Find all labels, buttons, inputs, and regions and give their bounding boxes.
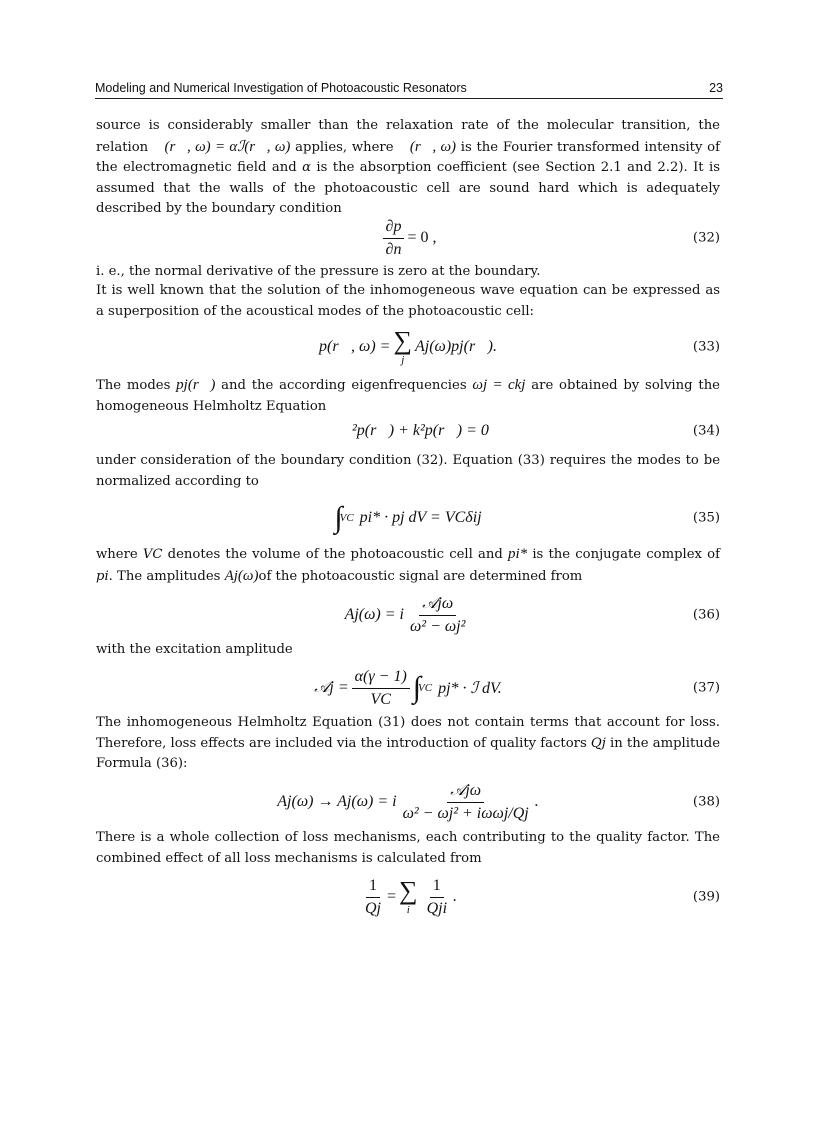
inline-math: Aj(ω) [224, 567, 259, 584]
running-title: Modeling and Numerical Investigation of Photoacoustic Resonators [95, 81, 467, 95]
paragraph-8: The inhomogeneous Helmholtz Equation (31) does not contain terms that account for loss. Therefore, loss effects are included via the introduction of quality factors Qj in the amplitude Formula (36): [96, 715, 720, 771]
equation-33: p(r⃗, ω) = ∑ j Aj(ω)pj(r⃗). (33) [319, 326, 720, 366]
inline-math: pi* [507, 546, 528, 562]
running-header [95, 81, 723, 99]
paragraph-3: It is well known that the solution of the inhomogeneous wave equation can be expressed as a superposition of the acoustical modes of the photoacoustic cell: [96, 283, 720, 319]
paragraph-2: i. e., the normal derivative of the pressure is zero at the boundary. [96, 264, 541, 279]
page-number: 23 [709, 81, 723, 95]
equation-number: (33) [692, 339, 720, 355]
paragraph-6: where VC denotes the volume of the photoacoustic cell and pi* is the conjugate complex of pi. The amplitudes Aj(ω)of the photoacoustic signal are determined from [96, 546, 720, 584]
equation-34: ∇⃗²p(r⃗) + k²p(r⃗) = 0 (34) [327, 422, 720, 439]
equation-35: ∫ VC pi* · pj dV = VCδij (35) [334, 501, 720, 534]
paragraph-7: with the excitation amplitude [96, 642, 293, 657]
inline-math: ℐ(r⃗, ω) [398, 138, 457, 155]
equation-number: (35) [692, 510, 720, 526]
equation-32: $\frac{\partial p}{\partial n}$ = 0 , (32) [96, 217, 720, 259]
equation-number: (37) [692, 680, 720, 696]
equation-number: (39) [692, 889, 720, 905]
equation-number: (36) [692, 607, 720, 623]
inline-math: ωj = ckj [472, 377, 526, 393]
paragraph-1: source is considerably smaller than the relaxation rate of the molecular transition, the relation ℋ(r⃗, ω) = αℐ(r⃗, ω) applies, where ℐ(r⃗, ω) is the Fourier transformed intensity of the electromagnetic field and α is the absorption coefficient (see Section 2.1 and 2.2). It is assumed that the walls of the photoacoustic cell are sound hard which is adequately described by the boundary condition [96, 118, 720, 216]
equation-38: Aj(ω) → Aj(ω) = i $\frac{\text{𝒜jω}}{\text{ω² − ωj² + iωωj/Qj}}$ . (38) [277, 781, 720, 822]
equation-37: 𝒜j = $\frac{\alpha(\gamma - 1)}{VC}$ ∫ VC pj* · ℐ dV. (37) [314, 667, 720, 708]
inline-math: pj(r⃗) [176, 377, 216, 393]
equation-number: (32) [692, 230, 720, 246]
paragraph-5: under consideration of the boundary condition (32). Equation (33) requires the modes to be normalized according to [96, 453, 720, 489]
paragraph-9: There is a whole collection of loss mechanisms, each contributing to the quality factor. The combined effect of all loss mechanisms is calculated from [96, 830, 720, 866]
equation-39: $\frac{1}{Qj}$ = ∑ i $\frac{1}{\text{Qji}}$ . (39) [364, 876, 720, 917]
equation-number: (38) [692, 794, 720, 810]
equation-36: Aj(ω) = i $\frac{\text{𝒜jω}}{\text{ω² − ωj²}}$ (36) [344, 594, 720, 635]
inline-math: ℋ(r⃗, ω) = αℐ(r⃗, ω) [152, 138, 291, 155]
paragraph-4: The modes pj(r⃗) and the according eigenfrequencies ωj = ckj are obtained by solving the homogeneous Helmholtz Equation [96, 377, 720, 414]
equation-number: (34) [692, 423, 720, 439]
